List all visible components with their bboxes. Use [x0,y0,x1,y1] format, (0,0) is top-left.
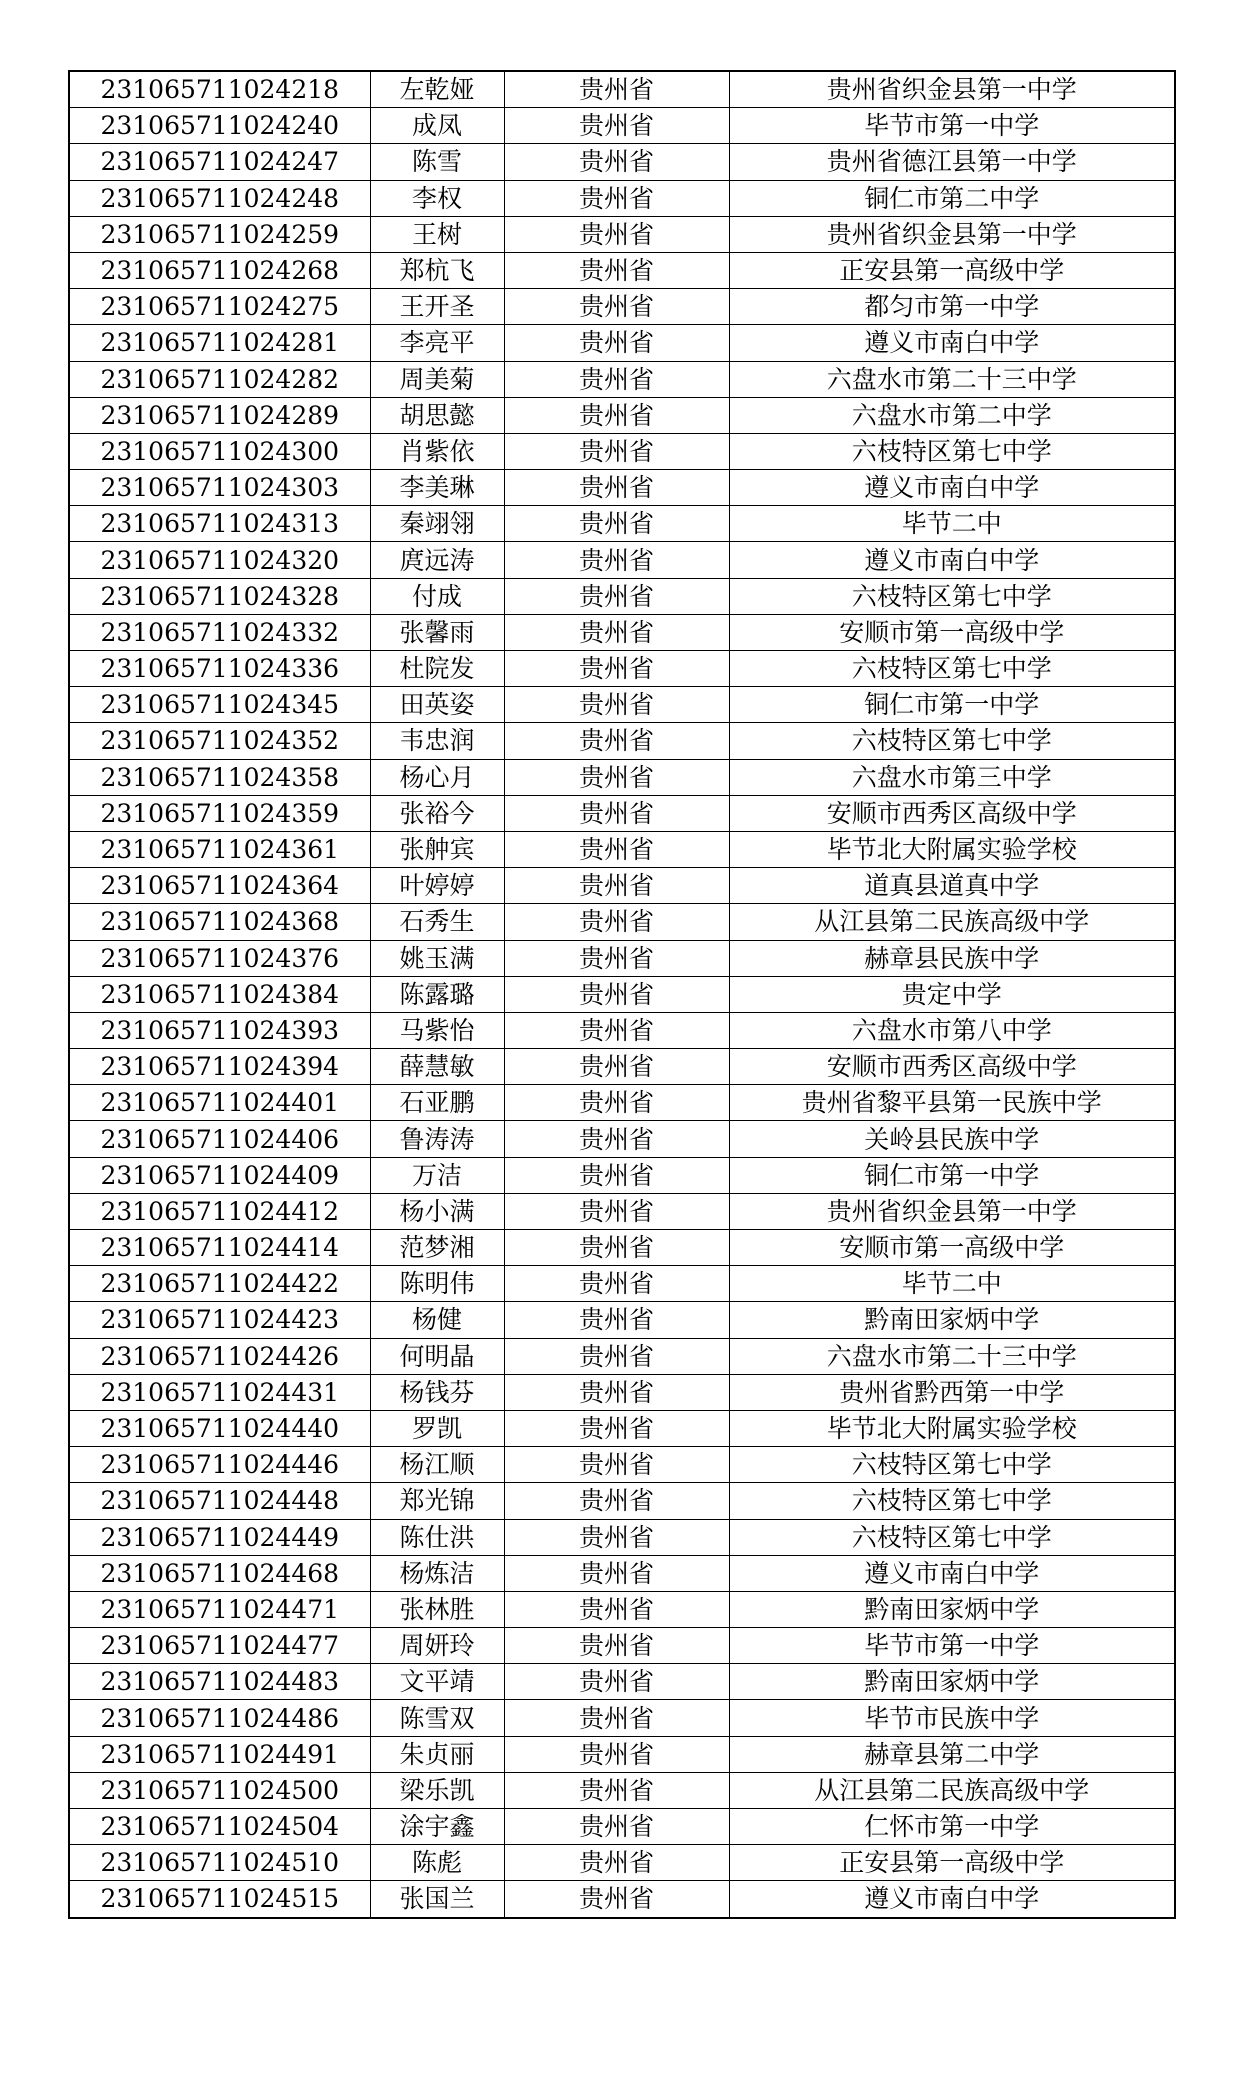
school-cell: 道真县道真中学 [729,868,1175,904]
table-row [69,578,1175,614]
table-row [69,1483,1175,1519]
school-cell: 赫章县第二中学 [729,1736,1175,1772]
candidate-id-cell: 231065711024486 [69,1700,370,1736]
table-row [69,1157,1175,1193]
province-cell: 贵州省 [504,1628,729,1664]
candidate-id-cell: 231065711024275 [69,289,370,325]
table-row [69,687,1175,723]
province-cell: 贵州省 [504,1881,729,1918]
table-row [69,1230,1175,1266]
candidate-id-cell: 231065711024320 [69,542,370,578]
candidate-id-cell: 231065711024359 [69,795,370,831]
province-cell: 贵州省 [504,976,729,1012]
province-cell: 贵州省 [504,71,729,108]
school-cell: 关岭县民族中学 [729,1121,1175,1157]
province-cell: 贵州省 [504,1809,729,1845]
province-cell: 贵州省 [504,361,729,397]
school-cell: 六盘水市第二中学 [729,397,1175,433]
school-cell: 毕节市民族中学 [729,1700,1175,1736]
province-cell: 贵州省 [504,614,729,650]
school-cell: 正安县第一高级中学 [729,252,1175,288]
province-cell: 贵州省 [504,144,729,180]
table-row [69,361,1175,397]
candidate-id-cell: 231065711024259 [69,216,370,252]
school-cell: 六枝特区第七中学 [729,1447,1175,1483]
name-cell: 陈露璐 [370,976,504,1012]
candidate-id-cell: 231065711024510 [69,1845,370,1881]
name-cell: 左乾娅 [370,71,504,108]
table-row [69,1845,1175,1881]
name-cell: 张馨雨 [370,614,504,650]
province-cell: 贵州省 [504,216,729,252]
province-cell: 贵州省 [504,1012,729,1048]
name-cell: 陈雪双 [370,1700,504,1736]
table-row [69,1085,1175,1121]
name-cell: 张林胜 [370,1591,504,1627]
province-cell: 贵州省 [504,1085,729,1121]
table-row [69,433,1175,469]
school-cell: 安顺市第一高级中学 [729,1230,1175,1266]
table-row [69,1700,1175,1736]
candidate-id-cell: 231065711024247 [69,144,370,180]
name-cell: 马紫怡 [370,1012,504,1048]
province-cell: 贵州省 [504,108,729,144]
table-row [69,1555,1175,1591]
school-cell: 从江县第二民族高级中学 [729,1772,1175,1808]
name-cell: 张国兰 [370,1881,504,1918]
table-row [69,1519,1175,1555]
name-cell: 薛慧敏 [370,1049,504,1085]
candidate-id-cell: 231065711024313 [69,506,370,542]
name-cell: 陈雪 [370,144,504,180]
table-row [69,904,1175,940]
table-row [69,831,1175,867]
name-cell: 杨江顺 [370,1447,504,1483]
table-row [69,1809,1175,1845]
school-cell: 都匀市第一中学 [729,289,1175,325]
table-row [69,216,1175,252]
school-cell: 铜仁市第一中学 [729,1157,1175,1193]
province-cell: 贵州省 [504,1772,729,1808]
school-cell: 贵州省黎平县第一民族中学 [729,1085,1175,1121]
name-cell: 胡思懿 [370,397,504,433]
school-cell: 毕节市第一中学 [729,1628,1175,1664]
table-row [69,1266,1175,1302]
school-cell: 贵州省黔西第一中学 [729,1374,1175,1410]
school-cell: 贵州省织金县第一中学 [729,71,1175,108]
school-cell: 六枝特区第七中学 [729,578,1175,614]
candidate-id-cell: 231065711024240 [69,108,370,144]
school-cell: 六盘水市第八中学 [729,1012,1175,1048]
school-cell: 铜仁市第二中学 [729,180,1175,216]
table-row [69,940,1175,976]
candidate-id-cell: 231065711024471 [69,1591,370,1627]
province-cell: 贵州省 [504,651,729,687]
province-cell: 贵州省 [504,831,729,867]
name-cell: 杨心月 [370,759,504,795]
candidate-id-cell: 231065711024422 [69,1266,370,1302]
name-cell: 郑杭飞 [370,252,504,288]
candidate-id-cell: 231065711024332 [69,614,370,650]
candidate-id-cell: 231065711024282 [69,361,370,397]
province-cell: 贵州省 [504,470,729,506]
name-cell: 鲁涛涛 [370,1121,504,1157]
province-cell: 贵州省 [504,1266,729,1302]
name-cell: 石亚鹏 [370,1085,504,1121]
name-cell: 庹远涛 [370,542,504,578]
school-cell: 六盘水市第二十三中学 [729,361,1175,397]
candidate-id-cell: 231065711024358 [69,759,370,795]
name-cell: 成凤 [370,108,504,144]
school-cell: 安顺市西秀区高级中学 [729,795,1175,831]
table-row [69,71,1175,108]
candidate-id-cell: 231065711024500 [69,1772,370,1808]
table-row [69,1193,1175,1229]
candidate-id-cell: 231065711024300 [69,433,370,469]
candidate-id-cell: 231065711024431 [69,1374,370,1410]
table-row [69,325,1175,361]
candidate-id-cell: 231065711024303 [69,470,370,506]
province-cell: 贵州省 [504,433,729,469]
school-cell: 遵义市南白中学 [729,1881,1175,1918]
province-cell: 贵州省 [504,1555,729,1591]
candidate-id-cell: 231065711024448 [69,1483,370,1519]
table-row [69,397,1175,433]
province-cell: 贵州省 [504,542,729,578]
candidate-id-cell: 231065711024468 [69,1555,370,1591]
table-row [69,108,1175,144]
table-row [69,252,1175,288]
province-cell: 贵州省 [504,723,729,759]
school-cell: 仁怀市第一中学 [729,1809,1175,1845]
name-cell: 王树 [370,216,504,252]
school-cell: 六盘水市第二十三中学 [729,1338,1175,1374]
province-cell: 贵州省 [504,1664,729,1700]
candidate-id-cell: 231065711024426 [69,1338,370,1374]
name-cell: 朱贞丽 [370,1736,504,1772]
name-cell: 周美菊 [370,361,504,397]
province-cell: 贵州省 [504,1736,729,1772]
name-cell: 李权 [370,180,504,216]
table-row [69,1338,1175,1374]
table-row [69,795,1175,831]
province-cell: 贵州省 [504,578,729,614]
name-cell: 涂宇鑫 [370,1809,504,1845]
province-cell: 贵州省 [504,1302,729,1338]
candidate-id-cell: 231065711024423 [69,1302,370,1338]
candidate-id-cell: 231065711024218 [69,71,370,108]
table-row [69,759,1175,795]
name-cell: 叶婷婷 [370,868,504,904]
school-cell: 安顺市第一高级中学 [729,614,1175,650]
name-cell: 周妍玲 [370,1628,504,1664]
province-cell: 贵州省 [504,1845,729,1881]
name-cell: 石秀生 [370,904,504,940]
table-row [69,1012,1175,1048]
name-cell: 杜院发 [370,651,504,687]
candidate-id-cell: 231065711024409 [69,1157,370,1193]
school-cell: 正安县第一高级中学 [729,1845,1175,1881]
province-cell: 贵州省 [504,904,729,940]
candidate-id-cell: 231065711024328 [69,578,370,614]
candidate-id-cell: 231065711024368 [69,904,370,940]
candidate-id-cell: 231065711024446 [69,1447,370,1483]
school-cell: 六盘水市第三中学 [729,759,1175,795]
name-cell: 李美琳 [370,470,504,506]
school-cell: 六枝特区第七中学 [729,723,1175,759]
name-cell: 田英姿 [370,687,504,723]
school-cell: 遵义市南白中学 [729,1555,1175,1591]
name-cell: 杨健 [370,1302,504,1338]
province-cell: 贵州省 [504,1447,729,1483]
province-cell: 贵州省 [504,1519,729,1555]
school-cell: 贵州省德江县第一中学 [729,144,1175,180]
school-cell: 毕节二中 [729,506,1175,542]
school-cell: 黔南田家炳中学 [729,1591,1175,1627]
province-cell: 贵州省 [504,397,729,433]
candidate-id-cell: 231065711024376 [69,940,370,976]
candidate-id-cell: 231065711024345 [69,687,370,723]
province-cell: 贵州省 [504,325,729,361]
candidate-id-cell: 231065711024515 [69,1881,370,1918]
province-cell: 贵州省 [504,1591,729,1627]
province-cell: 贵州省 [504,289,729,325]
province-cell: 贵州省 [504,506,729,542]
name-cell: 陈仕洪 [370,1519,504,1555]
name-cell: 姚玉满 [370,940,504,976]
candidate-id-cell: 231065711024393 [69,1012,370,1048]
school-cell: 毕节北大附属实验学校 [729,831,1175,867]
name-cell: 万洁 [370,1157,504,1193]
candidate-id-cell: 231065711024289 [69,397,370,433]
table-row [69,1049,1175,1085]
school-cell: 铜仁市第一中学 [729,687,1175,723]
province-cell: 贵州省 [504,759,729,795]
table-row [69,1302,1175,1338]
candidate-id-cell: 231065711024281 [69,325,370,361]
candidate-id-cell: 231065711024483 [69,1664,370,1700]
table-row [69,1628,1175,1664]
table-row [69,289,1175,325]
candidate-id-cell: 231065711024504 [69,1809,370,1845]
roster-table-body [69,71,1175,1918]
table-row [69,1772,1175,1808]
table-row [69,542,1175,578]
school-cell: 六枝特区第七中学 [729,1519,1175,1555]
province-cell: 贵州省 [504,1374,729,1410]
name-cell: 罗凯 [370,1410,504,1446]
school-cell: 从江县第二民族高级中学 [729,904,1175,940]
candidate-id-cell: 231065711024268 [69,252,370,288]
table-row [69,1736,1175,1772]
table-row [69,1591,1175,1627]
school-cell: 安顺市西秀区高级中学 [729,1049,1175,1085]
table-row [69,506,1175,542]
candidate-id-cell: 231065711024384 [69,976,370,1012]
name-cell: 杨炼洁 [370,1555,504,1591]
table-row [69,1374,1175,1410]
candidate-id-cell: 231065711024394 [69,1049,370,1085]
candidate-id-cell: 231065711024361 [69,831,370,867]
province-cell: 贵州省 [504,795,729,831]
table-row [69,1410,1175,1446]
school-cell: 贵州省织金县第一中学 [729,1193,1175,1229]
name-cell: 秦翊翎 [370,506,504,542]
name-cell: 文平靖 [370,1664,504,1700]
table-row [69,144,1175,180]
candidate-id-cell: 231065711024336 [69,651,370,687]
name-cell: 肖紫依 [370,433,504,469]
table-row [69,1881,1175,1918]
school-cell: 遵义市南白中学 [729,470,1175,506]
school-cell: 赫章县民族中学 [729,940,1175,976]
province-cell: 贵州省 [504,1157,729,1193]
school-cell: 贵州省织金县第一中学 [729,216,1175,252]
name-cell: 张舯宾 [370,831,504,867]
candidate-id-cell: 231065711024449 [69,1519,370,1555]
province-cell: 贵州省 [504,1338,729,1374]
province-cell: 贵州省 [504,180,729,216]
province-cell: 贵州省 [504,940,729,976]
name-cell: 梁乐凯 [370,1772,504,1808]
province-cell: 贵州省 [504,1483,729,1519]
candidate-id-cell: 231065711024414 [69,1230,370,1266]
candidate-id-cell: 231065711024477 [69,1628,370,1664]
school-cell: 毕节北大附属实验学校 [729,1410,1175,1446]
school-cell: 六枝特区第七中学 [729,1483,1175,1519]
name-cell: 范梦湘 [370,1230,504,1266]
table-row [69,470,1175,506]
table-row [69,614,1175,650]
candidate-id-cell: 231065711024352 [69,723,370,759]
school-cell: 毕节市第一中学 [729,108,1175,144]
candidate-id-cell: 231065711024401 [69,1085,370,1121]
province-cell: 贵州省 [504,252,729,288]
name-cell: 韦忠润 [370,723,504,759]
candidate-id-cell: 231065711024248 [69,180,370,216]
name-cell: 张裕今 [370,795,504,831]
candidate-id-cell: 231065711024440 [69,1410,370,1446]
table-row [69,651,1175,687]
school-cell: 黔南田家炳中学 [729,1664,1175,1700]
province-cell: 贵州省 [504,1700,729,1736]
candidate-id-cell: 231065711024491 [69,1736,370,1772]
name-cell: 杨钱芬 [370,1374,504,1410]
province-cell: 贵州省 [504,1121,729,1157]
candidate-id-cell: 231065711024412 [69,1193,370,1229]
school-cell: 毕节二中 [729,1266,1175,1302]
name-cell: 王开圣 [370,289,504,325]
province-cell: 贵州省 [504,1049,729,1085]
name-cell: 付成 [370,578,504,614]
table-row [69,1447,1175,1483]
school-cell: 黔南田家炳中学 [729,1302,1175,1338]
name-cell: 李亮平 [370,325,504,361]
name-cell: 何明晶 [370,1338,504,1374]
table-row [69,868,1175,904]
table-row [69,180,1175,216]
name-cell: 杨小满 [370,1193,504,1229]
candidate-id-cell: 231065711024364 [69,868,370,904]
table-row [69,976,1175,1012]
school-cell: 遵义市南白中学 [729,542,1175,578]
roster-table [68,70,1176,1919]
province-cell: 贵州省 [504,1410,729,1446]
school-cell: 遵义市南白中学 [729,325,1175,361]
table-row [69,1121,1175,1157]
name-cell: 郑光锦 [370,1483,504,1519]
province-cell: 贵州省 [504,1230,729,1266]
school-cell: 六枝特区第七中学 [729,433,1175,469]
school-cell: 六枝特区第七中学 [729,651,1175,687]
candidate-id-cell: 231065711024406 [69,1121,370,1157]
table-row [69,723,1175,759]
school-cell: 贵定中学 [729,976,1175,1012]
name-cell: 陈明伟 [370,1266,504,1302]
province-cell: 贵州省 [504,1193,729,1229]
table-row [69,1664,1175,1700]
province-cell: 贵州省 [504,868,729,904]
province-cell: 贵州省 [504,687,729,723]
name-cell: 陈彪 [370,1845,504,1881]
